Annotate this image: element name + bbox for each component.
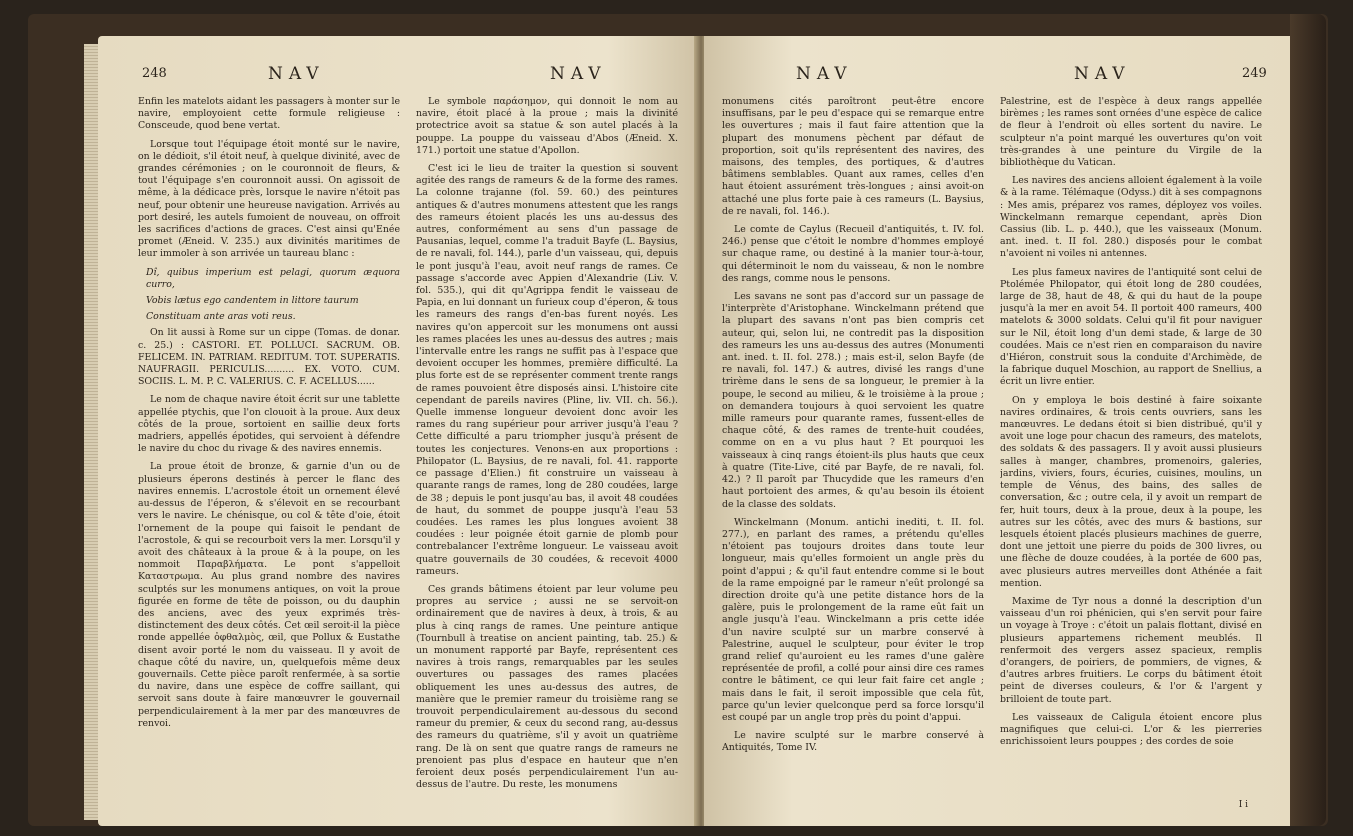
paragraph: Vobis lætus ego candentem in littore taurum [146,295,359,307]
paragraph: Ces grands bâtimens étoient par leur volume peu propres au service ; aussi ne se servoit-on ordinairement que de navires à deux, à trois, & au plus à cinq rangs de rames. Une peinture antique (Tournbull à treatise on ancient painting, tab. 25.) & un monument rapporté par Bayfe, représentent ces navires à trois rangs, remarquables par les seules ouvertures ou passages des rames placées obliquement les unes au-dessus des autres, de manière que le premier rameur du troisième rang se trouvoit perpendiculairement au-dessous du second rameur du premier, & ceux du second rang, au-dessus des rameurs du quatrième, s'il y avoit un quatrième rang. De là on sent que quatre rangs de rameurs ne prenoient pas plus d'espace en hauteur que n'en feroient deux posés perpendiculairement l'un au-dessus de l'autre. Du reste, les monumens [416,583,678,791]
left-header-2: NAV [550,64,607,84]
left-column-2 [416,96,678,816]
right-page [704,36,1294,826]
paragraph: Le symbole παράσημον, qui donnoit le nom au navire, étoit placé à la proue ; mais la divinité protectrice avoit sa statue & son autel placés à la pouppe. La pouppe du vaisseau d'Abos (Æneid. X. 171.) portoit une statue d'Apollon. [416,96,678,156]
paragraph: Les navires des anciens alloient également à la voile & à la rame. Télémaque (Odyss.) dit à ses compagnons : Mes amis, préparez vos rames, déployez vos voiles. Winckelmann remarque cependant, après Dion Cassius (lib. L. p. 440.), que les vaisseaux (Monum. ant. ined. t. II fol. 280.) disposés pour le combat n'avoient ni voiles ni antennes. [1000,175,1262,260]
paragraph: Les plus fameux navires de l'antiquité sont celui de Ptolémée Philopator, qui étoit long de 280 coudées, large de 38, haut de 48, & qui du haut de la poupe jusqu'à la mer en avoit 54. Il portoit 400 rameurs, 400 matelots & 3000 soldats. Celui qu'il fit pour naviguer sur le Nil, étoit long d'un demi stade, & large de 30 coudées. Mais ce n'est rien en comparaison du navire d'Hiéron, construit sous la conduite d'Archimède, de la fabrique duquel Moschion, au rapport de Snellius, a écrit un livre entier. [1000,266,1262,388]
paragraph: Enfin les matelots aidant les passagers à monter sur le navire, employoient cette formule religieuse : Consceude, quod bene vertat. [138,96,400,132]
right-header-2: NAV [1074,64,1131,84]
paragraph: Le navire sculpté sur le marbre conservé à Antiquités, Tome IV. [722,730,984,754]
paragraph: C'est ici le lieu de traiter la question si souvent agitée des rangs de rameurs & de la forme des rames. La colonne trajanne (fol. 59. 60.) des peintures antiques & d'autres monumens attestent que les rangs des rameurs étoient placés les uns au-dessus des autres, conformément au sens d'un passage de Pausanias, lequel, comme l'a traduit Bayfe (L. Baysius, de re navali, fol. 144.), parle d'un vaisseau, qui, depuis le pont jusqu'à l'eau, avoit neuf rangs de rames. Ce passage s'accorde avec Appien d'Alexandrie (Liv. V. fol. 535.), qui dit qu'Agrippa fendit le vaisseau de Papia, en lui donnant un furieux coup d'éperon, & tous les rameurs des rangs d'en-bas furent noyés. Les navires qu'on appercoit sur les monumens ont aussi les rames placées les unes au-dessus des autres ; mais l'intervalle entre les rangs ne suffit pas à l'espace que devoient occuper les hommes, première difficulté. La plus forte est de se représenter comment trente rangs de rames pouvoient être disposés ainsi. L'histoire cite cependant de pareils navires (Pline, liv. VII. ch. 56.). Quelle immense longueur devoient donc avoir les rames du rang supérieur pour arriver jusqu'à l'eau ? Cette difficulté a paru triompher jusqu'à présent de toutes les conjectures. Venons-en aux proportions : Philopator (L. Baysius, de re navali, fol. 41. rapporte ce passage d'Elien.) fit construire un vaisseau à quarante rangs de rames, long de 280 coudées, large de 38 ; depuis le pont jusqu'au bas, il avoit 48 coudées de haut, du sommet de pouppe jusqu'à l'eau 53 coudées. Les rames les plus longues avoient 38 coudées : leur poignée étoit garnie de plomb pour contrebalancer l'extrême longueur. Le vaisseau avoit quatre gouvernails de 30 coudées, & recevoit 4000 rameurs. [416,163,678,577]
right-page-number: 249 [1242,66,1267,81]
signature-mark: I i [1238,800,1248,810]
paragraph: Lorsque tout l'équipage étoit monté sur le navire, on le dédioit, s'il étoit neuf, à quelque divinité, avec de grandes cérémonies ; on le couronnoit de fleurs, & tout l'équipage s'en couronnoit aussi. On agissoit de même, à la dédicace près, lorsque le navire n'étoit pas neuf, pour obtenir une heureuse navigation. Arrivés au port desiré, les autels fumoient de nouveau, on offroit les sacrifices d'actions de graces. C'est ainsi qu'Enée promet (Æneid. V. 235.) aux divinités maritimes de leur immoler à son arrivée un taureau blanc : [138,138,400,260]
paragraph: Les vaisseaux de Caligula étoient encore plus magnifiques que celui-ci. L'or & les pierreries enrichissoient leurs pouppes ; des cordes de soie [1000,711,1262,748]
left-page-number: 248 [142,66,167,81]
paragraph: Maxime de Tyr nous a donné la description d'un vaisseau d'un roi phénicien, qui s'en servit pour faire un voyage à Troye : c'étoit un palais flottant, divisé en plusieurs appartemens richement meublés. Il renfermoit des vergers assez spacieux, remplis d'orangers, de poiriers, de pommiers, de vignes, & d'autres arbres fruitiers. Le corps du bâtiment étoit peint de diverses couleurs, & l'or & l'argent y brilloient de toute part. [1000,595,1262,705]
paragraph: On lit aussi à Rome sur un cippe (Tomas. de donar. c. 25.) : CASTORI. ET. POLLUCI. SACRUM. OB. FELICEM. IN. PATRIAM. REDITUM. TOT. SUPERATIS. NAUFRAGII. PERICULIS.......... EX. VOTO. CUM. SOCIIS. L. M. P. C. VALERIUS. C. F. ACELLUS...... [138,327,400,388]
paragraph: Le nom de chaque navire étoit écrit sur une tablette appellée ptychis, que l'on clouoit à la proue. Aux deux côtés de la proue, sortoient en saillie deux forts madriers, appellés épotides, qui servoient à défendre le navire du choc du rivage & des navires ennemis. [138,394,400,455]
paragraph: Le comte de Caylus (Recueil d'antiquités, t. IV. fol. 246.) pense que c'étoit le nombre d'hommes employé sur chaque rame, ou destiné à la manier tour-à-tour, qui déterminoit le nom du vaisseau, & non le nombre des rangs, comme nous le pensons. [722,224,984,284]
left-column-1 [138,96,400,816]
right-header-1: NAV [796,64,853,84]
paragraph: Les savans ne sont pas d'accord sur un passage de l'interprète d'Aristophane. Winckelmann prétend que la plupart des savans n'ont pas bien compris cet auteur, qui, selon lui, ne contredit pas la disposition des rameurs les uns au-dessus des autres (Monumenti ant. ined. t. II. fol. 278.) ; mais est-il, selon Bayfe (de re navali, fol. 147.) & autres, divisé les rangs d'une trirème dans le sens de sa longueur, le premier à la poupe, le second au milieu, & le troisième à la proue ; on demandera toujours à quoi servoient les quatre mille rameurs pour quarante rames, fussent-elles de chaque côté, & des rames de trente-huit coudées, comme on en a vu plus haut ? Et pourquoi les vaisseaux à cinq rangs étoient-ils plus hauts que ceux à quatre (Tite-Live, cité par Bayfe, de re navali, fol. 42.) ? Il paroît par Thucydide que les rameurs d'en haut portoient des armes, & qu'au besoin ils étoient de la classe des soldats. [722,291,984,510]
right-column-2 [1000,96,1262,816]
paragraph: La proue étoit de bronze, & garnie d'un ou de plusieurs éperons destinés à percer le flanc des navires ennemis. L'acrostole étoit un ornement élevé au-dessus de l'éperon, & s'élevoit en se recourbant vers le navire. Le chénisque, ou col & tête d'oie, étoit l'ornement de la poupe qui faisoit le pendant de l'acrostole, & qui se recourboit vers la mer. Lorsqu'il y avoit des châteaux à la proue & à la poupe, on les nommoit Παραβλήματα. Le pont s'appelloit Καταστρωμα. Au plus grand nombre des navires sculptés sur les monumens antiques, on voit la proue figurée en forme de tête de poisson, ou du dauphin des anciens, avec des yeux exprimés très-distinctement des deux côtés. Cet œil seroit-il la pièce ronde appellée ὀφθαλμὸς, œil, que Pollux & Eustathe disent avoir porté le nom du vaisseau. Il y avoit de chaque côté du navire, un, quelquefois même deux gouvernails. Cette pièce paroît renfermée, à sa sortie du navire, dans une espèce de coffre saillant, qui servoit sans doute à faire manœuvrer le gouvernail perpendiculairement à la mer par des manœuvres de renvoi. [138,461,400,729]
right-column-1 [722,96,984,816]
left-page [98,36,698,826]
book-cover-edge [1290,14,1326,826]
paragraph: Winckelmann (Monum. antichi inediti, t. II. fol. 277.), en parlant des rames, a prétendu qu'elles n'étoient pas toujours droites dans toute leur longueur, mais qu'elles formoient un angle près du point d'appui ; & qu'il faut entendre comme si le bout de la rame empoigné par le rameur n'eût prolongé sa direction droite qu'à une petite distance hors de la galère, puis le prolongement de la rame eût fait un angle jusqu'à l'eau. Winckelmann a pris cette idée d'un navire sculpté sur un marbre conservé à Palestrine, auquel le sculpteur, pour éviter le trop grand relief qu'auroient eu les rames d'une galère représentée de profil, a collé pour ainsi dire ces rames contre le bâtiment, ce qui leur fait faire cet angle ; mais dans le fait, il seroit impossible que cela fût, parce qu'un levier quelconque perd sa force lorsqu'il est coupé par un angle trop près du point d'appui. [722,516,984,723]
paragraph: Dî, quibus imperium est pelagi, quorum æquora curro, [146,266,400,290]
left-header-1: NAV [268,64,325,84]
paragraph: Palestrine, est de l'espèce à deux rangs appellée birèmes ; les rames sont ornées d'une espèce de calice de fleur à l'endroit où elles sortent du navire. Le sculpteur n'a point marqué les ouvertures qu'on voit très-grandes à une peinture du Virgile de la bibliothèque du Vatican. [1000,96,1262,169]
paragraph: Constituam ante aras voti reus. [146,311,296,323]
paragraph: On y employa le bois destiné à faire soixante navires ordinaires, & trois cents ouvriers, sans les manœuvres. Le dedans étoit si bien distribué, qu'il y avoit une loge pour chacun des rameurs, des matelots, des soldats & des passagers. Il y avoit aussi plusieurs salles à manger, chambres, promenoirs, galeries, jardins, viviers, fours, écuries, cuisines, moulins, un temple de Vénus, des bains, des salles de conversation, &c ; outre cela, il y avoit un rempart de fer, huit tours, deux à la proue, deux à la poupe, les autres sur les côtés, avec des murs & bastions, sur lesquels étoient placés plusieurs machines de guerre, dont une jettoit une pierre du poids de 300 livres, ou une flèche de douze coudées, à la portée de 600 pas, avec plusieurs autres merveilles dont Athénée a fait mention. [1000,394,1262,589]
paragraph: monumens cités paroîtront peut-être encore insuffisans, par le peu d'espace qui se remarque entre les ouvertures ; mais il faut faire attention que la plupart des monumens pèchent par défaut de proportion, soit qu'ils représentent des navires, des maisons, des temples, des portiques, & d'autres bâtimens semblables. Quant aux rames, celles d'en haut étoient assurément très-longues ; ainsi avoit-on attaché une plus forte paie à ces rameurs (L. Baysius, de re navali, fol. 146.). [722,96,984,217]
book-spread [28,14,1328,826]
